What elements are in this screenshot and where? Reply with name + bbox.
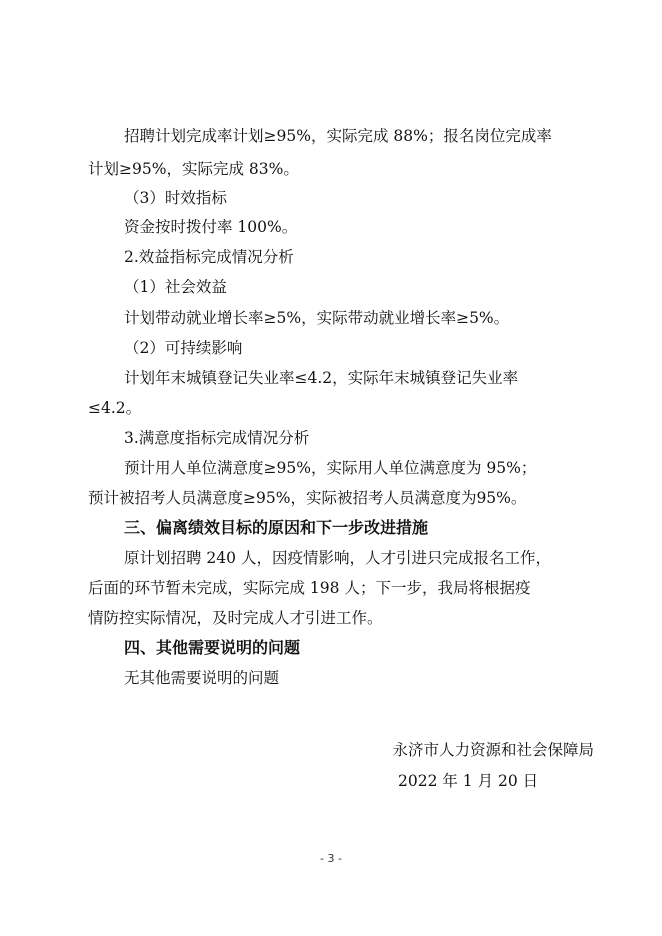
paragraph-line: 预计被招考人员满意度≥95%，实际被招考人员满意度为95%。 xyxy=(88,489,527,507)
section-heading: 3.满意度指标完成情况分析 xyxy=(124,429,310,447)
chapter-heading: 三、偏离绩效目标的原因和下一步改进措施 xyxy=(124,518,429,537)
subsection-heading: （2）可持续影响 xyxy=(124,339,243,357)
paragraph-line: 预计用人单位满意度≥95%，实际用人单位满意度为 95%； xyxy=(124,459,537,477)
subsection-heading: （3）时效指标 xyxy=(124,189,227,207)
signature-organization: 永济市人力资源和社会保障局 xyxy=(392,741,594,759)
paragraph-line: 招聘计划完成率计划≥95%，实际完成 88%；报名岗位完成率 xyxy=(124,127,552,145)
page-number: - 3 - xyxy=(320,852,342,865)
paragraph-line: 原计划招聘 240 人，因疫情影响，人才引进只完成报名工作， xyxy=(124,549,551,567)
paragraph-line: 资金按时拨付率 100%。 xyxy=(124,218,298,236)
paragraph-line: ≤4.2。 xyxy=(88,399,142,417)
paragraph-line: 后面的环节暂未完成，实际完成 198 人；下一步，我局将根据疫 xyxy=(88,579,531,597)
paragraph-line: 计划≥95%，实际完成 83%。 xyxy=(88,160,299,178)
paragraph-line: 情防控实际情况，及时完成人才引进工作。 xyxy=(88,609,383,627)
paragraph-line: 计划年末城镇登记失业率≤4.2，实际年末城镇登记失业率 xyxy=(124,369,519,387)
subsection-heading: （1）社会效益 xyxy=(124,278,227,296)
chapter-heading: 四、其他需要说明的问题 xyxy=(124,638,301,657)
signature-date: 2022 年 1 月 20 日 xyxy=(398,772,539,790)
paragraph-line: 无其他需要说明的问题 xyxy=(124,669,280,687)
paragraph-line: 计划带动就业增长率≥5%，实际带动就业增长率≥5%。 xyxy=(124,309,510,327)
section-heading: 2.效益指标完成情况分析 xyxy=(124,248,294,266)
